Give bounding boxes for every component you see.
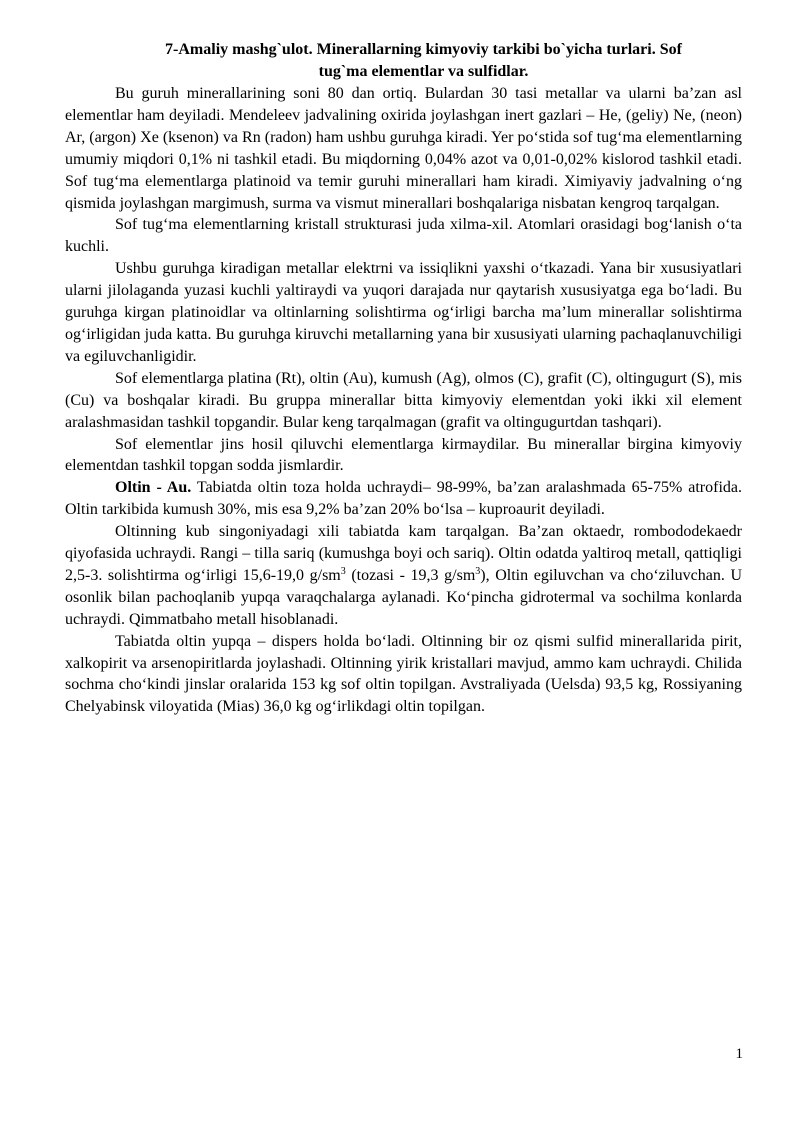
superscript-cubed-1: 3 [340, 565, 346, 577]
superscript-cubed-2: 3 [475, 565, 481, 577]
page-content [65, 39, 742, 718]
paragraph-gold-properties [65, 521, 742, 631]
paragraph-gold-occurrence: Tabiatda oltin yupqa – dispers holda bo‘ladi. Oltinning bir oz qismi sulfid minerallarida pirit, xalkopirit va arsenopiritlarda joylashadi. Oltinning yirik kristallari mavjud, ammo kam uchraydi. Chilida sochma cho‘kindi jinslar oralarida 153 kg sof oltin topilgan. Avstraliyada (Uelsda) 93,5 kg, Rossiyaning Chelyabinsk viloyatida (Mias) 36,0 kg og‘irlikdagi oltin topilgan. [65, 632, 742, 716]
title-line-1: 7-Amaliy mashg`ulot. Minerallarning kimyoviy tarkibi bo`yicha turlari. Sof [165, 41, 682, 58]
paragraph-simple-substances: Sof elementlar jins hosil qiluvchi elementlarga kirmaydilar. Bu minerallar birgina kimyoviy elementdan tashkil topgan sodda jismlardir. [65, 435, 742, 475]
title-line-2: tug`ma elementlar va sulfidlar. [318, 63, 529, 80]
gold-heading: Oltin - Au. [115, 479, 192, 497]
paragraph-metal-properties: Ushbu guruhga kiradigan metallar elektrni va issiqlikni yaxshi o‘tkazadi. Yana bir xususiyatlari ularni jilolaganda yuzasi kuchli yaltiraydi va yuqori darajada nur qaytarish xususiyatga ega bo‘ladi. Bu guruhga kirgan platinoidlar va oltinlarning solishtirma og‘irligi barcha ma’lum minerallar solishtirma og‘irligidan juda katta. Bu guruhga kiruvchi metallarning yana bir xususiyati ularning pachaqlanuvchiligi va egiluvchanligidir. [65, 260, 742, 365]
paragraph-native-elements-list: Sof elementlarga platina (Rt), oltin (Au), kumush (Ag), olmos (C), grafit (C), oltingugurt (S), mis (Cu) va boshqalar kiradi. Bu gruppa minerallar bitta kimyoviy elementdan yoki ikki xil element aralashmasidan tashkil topgandir. Bular keng tarqalmagan (grafit va oltingugurtdan tashqari). [65, 369, 742, 431]
page-number: 1 [735, 1046, 743, 1062]
paragraph-crystal-structure: Sof tug‘ma elementlarning kristall strukturasi juda xilma-xil. Atomlari orasidagi bog‘lanish o‘ta kuchli. [65, 216, 742, 256]
gold-intro-text: Tabiatda oltin toza holda uchraydi– 98-99%, ba’zan aralashmada 65-75% atrofida. Oltin tarkibida kumush 30%, mis esa 9,2% ba’zan 20% bo‘lsa – kuproaurit deyiladi. [65, 479, 742, 519]
gold-properties-text-c: ), Oltin egiluvchan va cho‘ziluvchan. U osonlik bilan pachoqlanib yupqa varaqchalarga aylanadi. Ko‘pincha gidrotermal va sochilma konlarda uchraydi. Qimmatbaho metall hisoblanadi. [65, 566, 743, 628]
gold-properties-text-b: (tozasi - 19,3 g/sm [345, 566, 476, 584]
gold-properties-text-a: Oltinning kub singoniyadagi xili tabiatda kam tarqalgan. Ba’zan oktaedr, rombododekaedr qiyofasida uchraydi. Rangi – tilla sariq (kumushga boyi och sariq). Oltin odatda yaltiroq metall, qattiqligi 2,5-3. solishtirma og‘irligi 15,6-19,0 g/sm [65, 523, 742, 584]
page-title [65, 39, 742, 83]
paragraph-gold-intro [65, 477, 742, 521]
paragraph-intro: Bu guruh minerallarining soni 80 dan ortiq. Bulardan 30 tasi metallar va ularni ba’zan asl elementlar ham deyiladi. Mendeleev jadvalining oxirida joylashgan inert gazlari – He, (geliy) Ne, (neon) Ar, (argon) Xe (ksenon) va Rn (radon) ham ushbu guruhga kiradi. Yer po‘stida sof tug‘ma elementlarning umumiy miqdori 0,1% ni tashkil etadi. Bu miqdorning 0,04% azot va 0,01-0,02% kislorod tashkil etadi. Sof tug‘ma elementlarga platinoid va temir guruhi minerallari ham kiradi. Ximiyaviy jadvalning o‘ng qismida joylashgan margimush, surma va vismut minerallari boshqalariga nisbatan kengroq tarqalgan. [65, 85, 742, 212]
